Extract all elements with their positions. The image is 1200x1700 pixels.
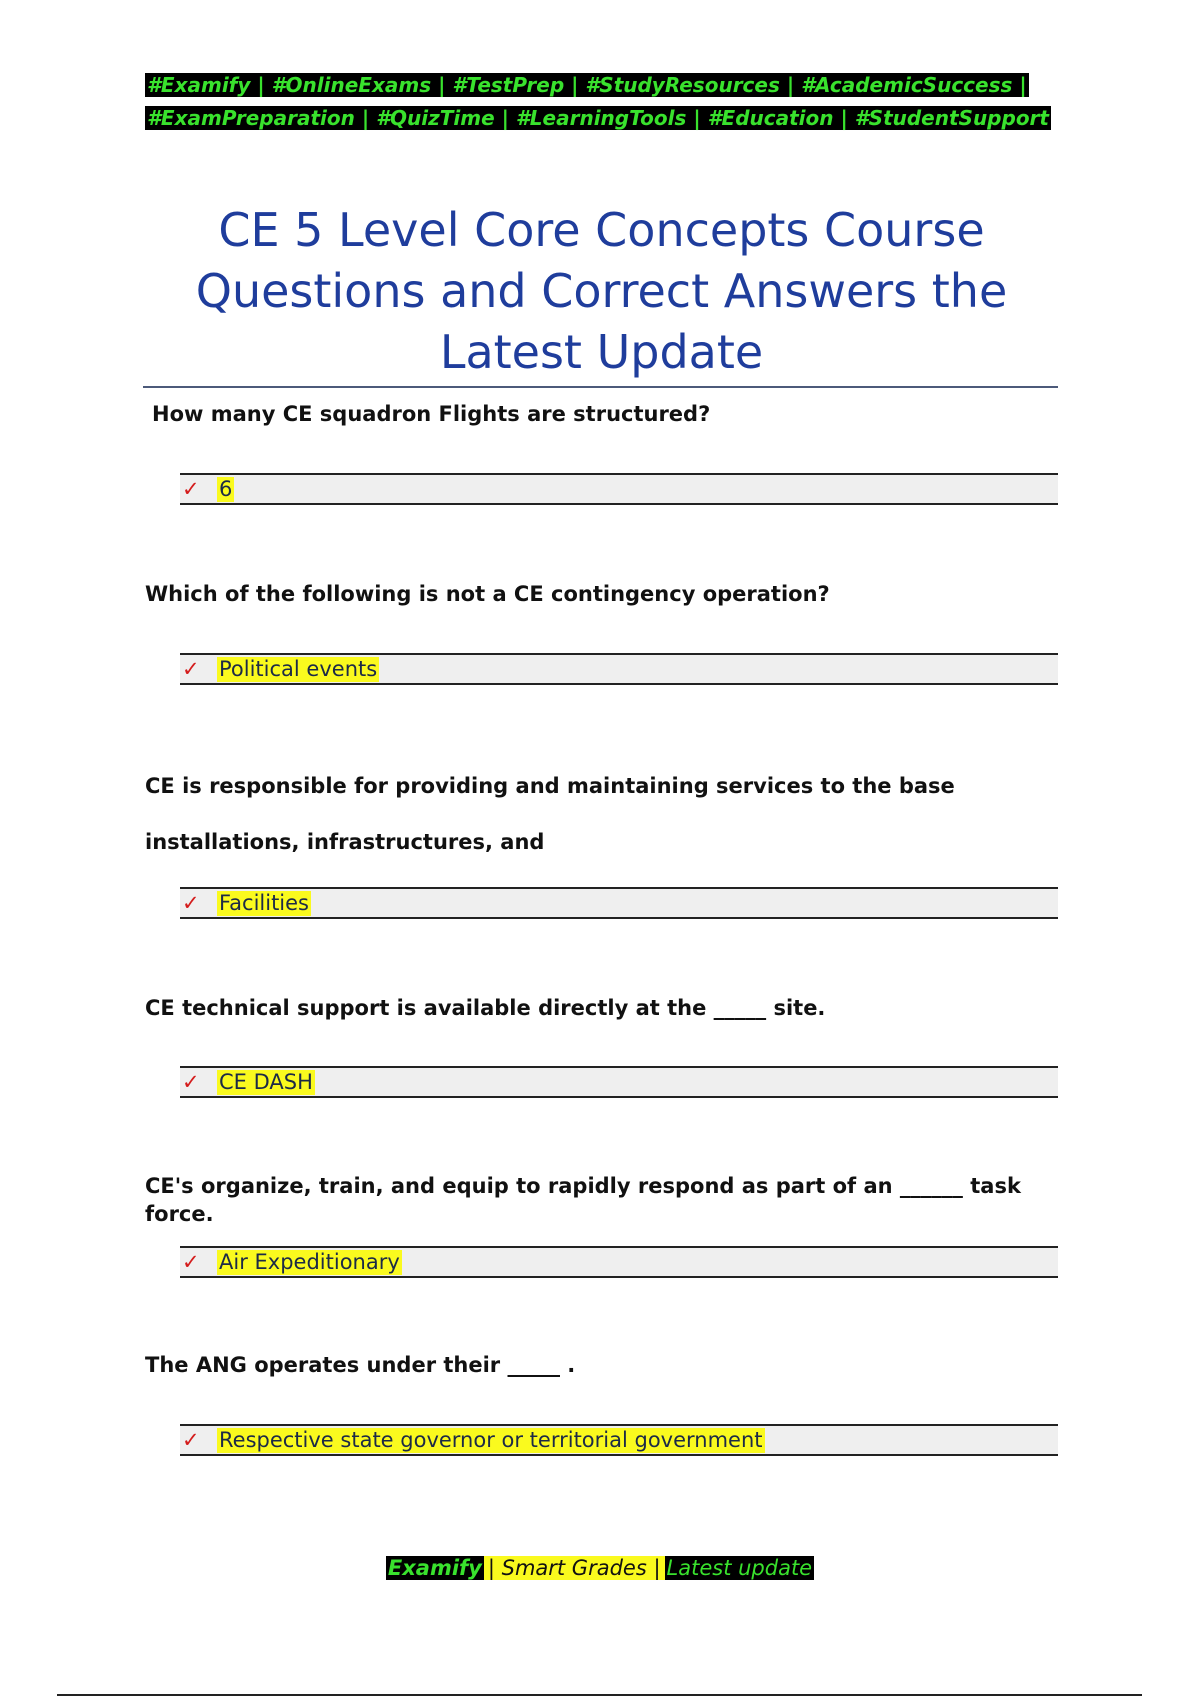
- answer-5-text: Air Expeditionary: [219, 1250, 400, 1274]
- answer-1: [180, 473, 1058, 505]
- question-3: [145, 758, 1060, 870]
- hashtag-line-1: [145, 71, 1029, 99]
- page-footer: [0, 1554, 1200, 1582]
- question-6: [145, 1351, 1060, 1379]
- question-1-text: How many CE squadron Flights are structured?: [152, 402, 711, 426]
- answer-5: [180, 1246, 1058, 1278]
- question-2-text: Which of the following is not a CE contingency operation?: [145, 582, 830, 606]
- answer-6: [180, 1424, 1058, 1456]
- question-5: [145, 1172, 1060, 1228]
- hashtag-line-2: [145, 104, 1051, 132]
- check-icon: ✓: [182, 891, 200, 915]
- answer-4-text: CE DASH: [219, 1070, 313, 1094]
- question-1: [152, 400, 1067, 428]
- answer-2-text: Political events: [219, 657, 378, 681]
- answer-1-text: 6: [219, 477, 233, 501]
- question-4: [145, 994, 1060, 1022]
- question-4-text: CE technical support is available directly at the _____ site.: [145, 996, 826, 1020]
- question-3-text: CE is responsible for providing and maintaining services to the base installations, infrastructures, and: [145, 774, 955, 854]
- answer-6-text: Respective state governor or territorial government: [219, 1428, 763, 1452]
- question-5-text: CE's organize, train, and equip to rapidly respond as part of an ______ task force.: [145, 1174, 1021, 1226]
- page-bottom-divider: [57, 1694, 1142, 1696]
- document-title: CE 5 Level Core Concepts Course Questions and Correct Answers the Latest Update: [195, 203, 1008, 379]
- footer-update: Latest update: [666, 1556, 813, 1580]
- hashtag-line-1-text: #Examify | #OnlineExams | #TestPrep | #StudyResources | #AcademicSuccess |: [147, 73, 1027, 97]
- answer-3: [180, 887, 1058, 919]
- check-icon: ✓: [182, 1070, 200, 1094]
- answer-2: [180, 653, 1058, 685]
- footer-tagline: | Smart Grades |: [484, 1556, 665, 1580]
- check-icon: ✓: [182, 1250, 200, 1274]
- check-icon: ✓: [182, 657, 200, 681]
- answer-4: [180, 1066, 1058, 1098]
- check-icon: ✓: [182, 477, 200, 501]
- answer-3-text: Facilities: [219, 891, 309, 915]
- question-6-text: The ANG operates under their _____ .: [145, 1353, 576, 1377]
- hashtag-line-2-text: #ExamPreparation | #QuizTime | #LearningTools | #Education | #StudentSupport: [147, 106, 1049, 130]
- question-2: [145, 580, 1060, 608]
- title-divider: [143, 386, 1058, 388]
- check-icon: ✓: [182, 1428, 200, 1452]
- footer-brand: Examify: [387, 1556, 482, 1580]
